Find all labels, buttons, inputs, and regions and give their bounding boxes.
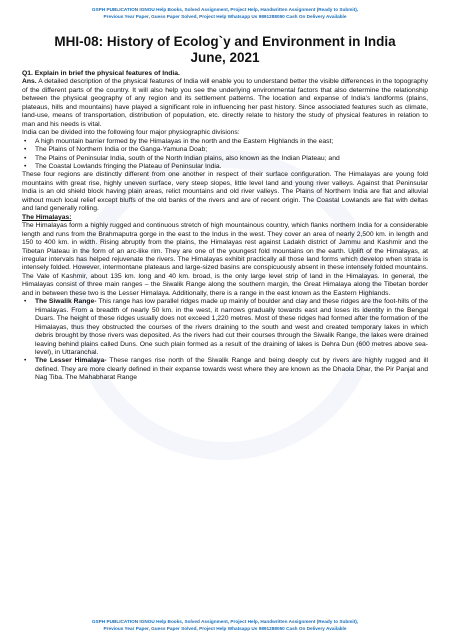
- bullet-icon: •: [24, 162, 27, 170]
- list-item-text: The Plains of Peninsular India, south of the North Indian plains, also known as the Indian Plateau; and: [35, 154, 340, 162]
- header-line-2: Previous Year Paper, Guess Paper Solved, Project Help Whatsapp Us 9891288050 Cash On Delivery Available: [103, 14, 347, 19]
- range-label: The Lesser Himalaya-: [35, 357, 107, 365]
- himalayas-heading: The Himalayas:: [22, 213, 72, 221]
- bullet-icon: •: [24, 298, 27, 306]
- list-item-text: The Coastal Lowlands fringing the Plateau of Peninsular India.: [35, 162, 222, 170]
- footer-line-1: GSPH PUBLICATION IGNOU Help Books, Solved Assignment, Project Help, Handwritten Assignment (Ready to Submit),: [91, 619, 359, 624]
- page-footer: [0, 618, 450, 632]
- bullet-icon: •: [24, 146, 27, 154]
- ranges-list: [22, 298, 428, 383]
- bullet-icon: •: [24, 357, 27, 365]
- title-line-1: MHI-08: History of Ecolog`y and Environment in India: [54, 34, 396, 49]
- bullet-icon: •: [24, 137, 27, 145]
- bullet-icon: •: [24, 154, 27, 162]
- divisions-list: [22, 138, 428, 172]
- page-title: [22, 34, 428, 66]
- list-item: [22, 163, 428, 171]
- document-body: [22, 31, 428, 383]
- question-heading: Q1. Explain in brief the physical features of India.: [22, 70, 180, 77]
- answer-intro: [22, 78, 428, 129]
- answer-intro-text: A detailed description of the physical features of India will enable you to understand better the visible differences in the topography of the different parts of the country. It will also help you see the underlying environmental factors that also determine the relationship between the physical geography of any region and its settlement patterns. The location and expanse of India's landforms (plains, plateaus, hills and mountains) have played a significant role in influencing her past history. Since associated features such as climate, land-use, means of transportation, distribution of population, etc. directly relate to history the study of physical features in relation to man and his needs is vital.: [22, 78, 428, 128]
- list-item: [22, 357, 428, 382]
- list-item: [22, 155, 428, 163]
- footer-line-2: Previous Year Paper, Guess Paper Solved, Project Help Whatsapp Us 9891288050 Cash On Delivery Available: [103, 626, 347, 631]
- answer-label: Ans.: [22, 78, 37, 86]
- himalayas-paragraph: The Himalayas form a highly rugged and continuous stretch of high mountainous country, which flanks northern India for a considerable length and runs from the Brahmaputra gorge in the east to the Indus in the west. They cover an area of nearly 2,500 km. in length and 150 to 400 km. in width. Rising abruptly from the plains, the Himalayas rest against Ladakh district of Jammu and Kashmir and the Tibetan Plateau in the form of an arc-like rim. They are one of the youngest fold mountains on the earth. Uplift of the Himalayas, at irregular intervals has helped rejuvenate the rivers. The Himalayas exhibit practically all those land forms which develop when strata is intensely folded. However, intermontane plateaus and large-sized basins are conspicuously absent in these intensely folded mountains. The Vale of Kashmir, about 135 km. long and 40 km. broad, is the only large level strip of land in the Himalayas. In general, the Himalayas consist of three main ranges – the Siwalik Range along the southern margin, the Great Himalaya along the Tibetan border and in between these two is the Lesser Himalaya. Additionally, there is a range in the east known as the Eastern Highlands.: [22, 222, 428, 297]
- title-line-2: June, 2021: [190, 50, 260, 65]
- header-line-1: GSPH PUBLICATION IGNOU Help Books, Solved Assignment, Project Help, Handwritten Assignment (Ready to Submit),: [91, 7, 359, 12]
- range-text: This range has low parallel ridges made up mainly of boulder and clay and these ridges are the foot-hills of the Himalayas. From a breadth of nearly 50 km. in the west, it narrows gradually towards east and loses its identity in the Bengal Duars. The height of these ridges usually does not exceed 1,220 metres. Most of these ridges had formed after the formation of the Himalayas, thus they obstructed the courses of the rivers draining to the south and west and created temporary lakes in which debris brought by those rivers was deposited. As the rivers had cut their courses through the Siwalik Range, the lakes were drained leaving behind plains called Duns. One such plain formed as a result of the draining of lakes is Dehra Dun (600 metres above sea-level), in Uttaranchal.: [35, 298, 428, 356]
- list-item: [22, 146, 428, 154]
- list-item: [22, 138, 428, 146]
- page-header: [0, 6, 450, 20]
- regions-paragraph: These four regions are distinctly different from one another in respect of their surface configuration. The Himalayas are young fold mountains with great rise, highly uneven surface, very steep slopes, little level land and young river valleys. Against that Peninsular India is an old shield block having plain areas, relict mountains and old river valleys. The Plains of Northern India are flat and alluvial without much local relief except bluffs of the old banks of the rivers and are of recent origin. The Coastal Lowlands are flat with deltas and land generally rolling.: [22, 171, 428, 213]
- list-item: [22, 298, 428, 357]
- divisions-intro: India can be divided into the following four major physiographic divisions:: [22, 129, 240, 137]
- list-item-text: A high mountain barrier formed by the Himalayas in the north and the Eastern Highlands in the east;: [35, 137, 334, 145]
- range-label: The Siwalik Range-: [35, 298, 97, 306]
- list-item-text: The Plains of Northern India or the Ganga-Yamuna Doab;: [35, 146, 208, 154]
- range-text: These ranges rise north of the Siwalik Range and being deeply cut by rivers are highly rugged and ill defined. They are more clearly defined in their expanse towards west where they are known as the Dhaola Dhar, the Pir Panjal and Nag Tiba. The Mahabharat Range: [35, 357, 428, 382]
